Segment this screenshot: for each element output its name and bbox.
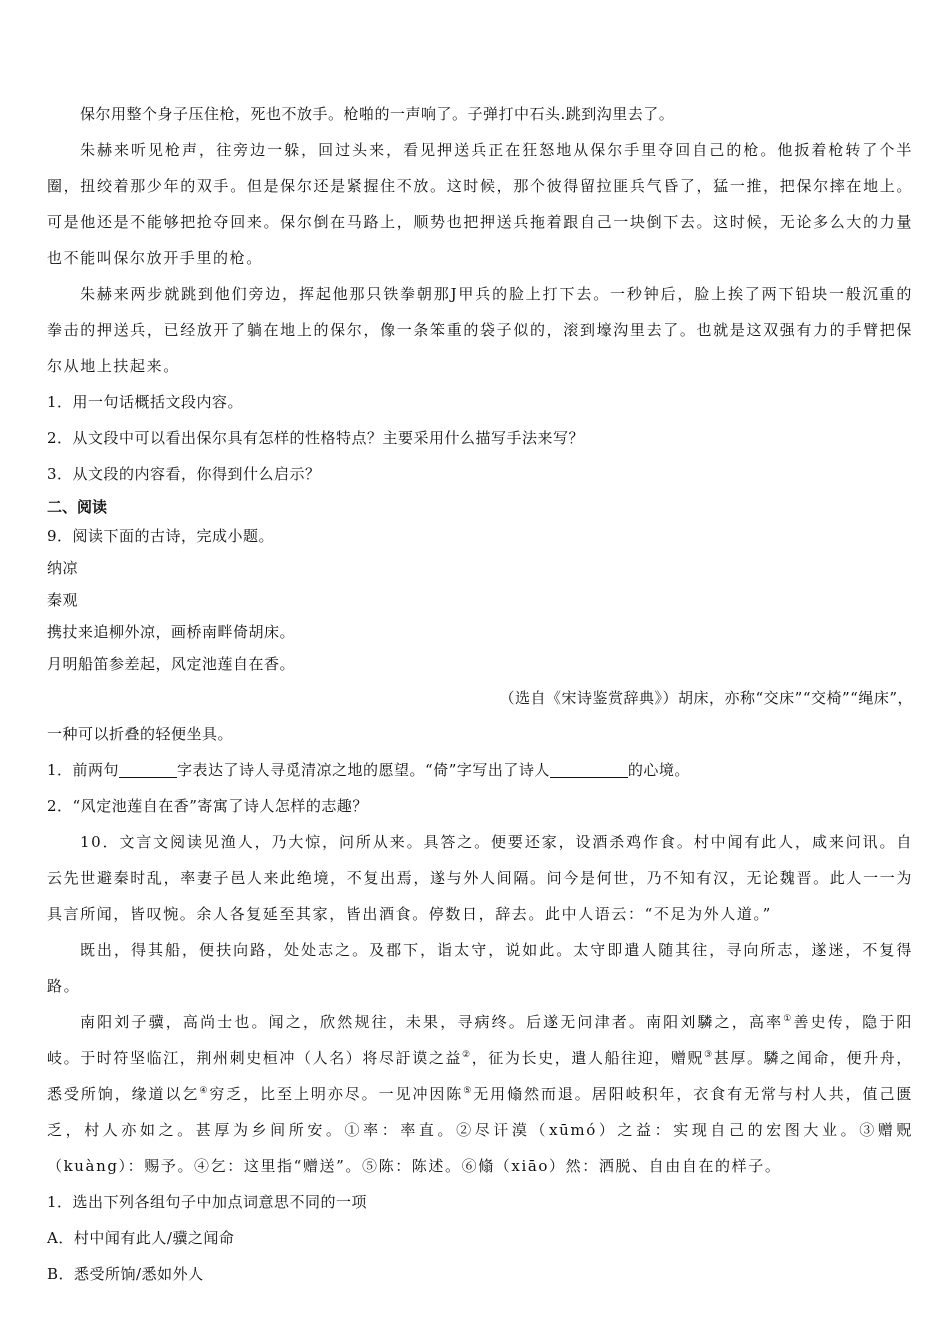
passage-paragraph-2: 朱赫来听见枪声，往旁边一躲，回过头来，看见押送兵正在狂怒地从保尔手里夺回自己的枪。他扳着枪转了个半圈，扭绞着那少年的双手。但是保尔还是紧握住不放。这时候，那个彼得留拉匪兵气昏了，猛一推，把保尔摔在地上。可是他还是不能够把抢夺回来。保尔倒在马路上，顺势也把押送兵拖着跟自己一块倒下去。这时候，无论多么大的力量也不能叫保尔放开手里的枪。 bbox=[47, 141, 913, 267]
q10-p3-part-c: ，征为长史，遣人船往迎，赠贶 bbox=[471, 1049, 705, 1067]
poem-line-2: 月明船笛参差起，风定池莲自在香。 bbox=[47, 655, 296, 673]
question-1-1: 1．用一句话概括文段内容。 bbox=[47, 393, 244, 411]
q10-p3-part-a: 南阳刘子骥，高尚士也。闻之，欣然规往，未果，寻病终。后遂无问津者。南阳刘驎之，高率 bbox=[80, 1013, 784, 1031]
poem-source-note-cont: 一种可以折叠的轻便坐具。 bbox=[47, 725, 234, 743]
option-a: A．村中闻有此人/骥之闻命 bbox=[47, 1229, 235, 1247]
footnote-marker-5: ⑤ bbox=[463, 1086, 474, 1096]
q10-p3-part-b: 善史传，隐于阳岐。于时符坚临江，荆州刺史桓冲（人名）将尽訏谟之益 bbox=[47, 1013, 914, 1067]
poem-source-note: （选自《宋诗鉴赏辞典》）胡床，亦称“交床”“交椅”“绳床”， bbox=[499, 689, 913, 707]
question-9-sub-1 bbox=[47, 752, 913, 788]
poem-author: 秦观 bbox=[47, 591, 79, 609]
passage-paragraph-1: 保尔用整个身子压住枪，死也不放手。枪啪的一声响了。子弹打中石头.跳到沟里去了。 bbox=[80, 105, 675, 123]
poem-line-1: 携扙来追柳外凉，画桥南畔倚胡床。 bbox=[47, 623, 296, 641]
document-page bbox=[47, 96, 913, 1292]
section-heading: 二、阅读 bbox=[47, 498, 108, 516]
question-10-paragraph-2: 既出，得其船，便扶向路，处处志之。及郡下，诣太守，说如此。太守即遣人随其往，寻向所志，遂迷，不复得路。 bbox=[47, 941, 913, 995]
question-9-sub-1-part-a: 1．前两句 bbox=[47, 761, 120, 779]
footnote-marker-3: ③ bbox=[704, 1050, 714, 1060]
option-b: B．悉受所饷/悉如外人 bbox=[47, 1265, 204, 1283]
passage-paragraph-3: 朱赫来两步就跳到他们旁边，挥起他那只铁拳朝那J甲兵的脸上打下去。一秒钟后，脸上挨了两下铅块一般沉重的拳击的押送兵，已经放开了躺在地上的保尔，像一条笨重的袋子似的，滚到壕沟里去了。也就是这双强有力的手臂把保尔从地上扶起来。 bbox=[47, 285, 913, 375]
footnote-marker-2: ② bbox=[462, 1050, 472, 1060]
answer-blank-1[interactable] bbox=[119, 761, 177, 778]
question-1-3: 3．从文段的内容看，你得到什么启示？ bbox=[47, 465, 321, 483]
footnote-marker-4: ④ bbox=[199, 1086, 210, 1096]
answer-blank-2[interactable] bbox=[550, 761, 628, 778]
q10-p3-part-e: 穷乏，比至上明亦尽。一见冲因陈 bbox=[209, 1085, 464, 1103]
question-1-2: 2．从文段中可以看出保尔具有怎样的性格特点？主要采用什么描写手法来写？ bbox=[47, 429, 585, 447]
question-9-sub-2: 2．“风定池莲自在香”寄寓了诗人怎样的志趣？ bbox=[47, 797, 368, 815]
question-9-sub-1-part-b: 字表达了诗人寻觅清凉之地的愿望。“倚”字写出了诗人 bbox=[177, 761, 550, 779]
question-10-paragraph-1: 10．文言文阅读见渔人，乃大惊，问所从来。具答之。便要还家，设酒杀鸡作食。村中闻有此人，咸来问讯。自云先世避秦时乱，率妻子邑人来此绝境，不复出焉，遂与外人间隔。问今是何世，乃不知有汉，无论魏晋。此人一一为具言所闻，皆叹惋。余人各复延至其家，皆出酒食。停数日，辞去。此中人语云：“不足为外人道。” bbox=[47, 833, 913, 923]
footnote-marker-1: ① bbox=[783, 1014, 794, 1024]
question-10-sub-1: 1．选出下列各组句子中加点词意思不同的一项 bbox=[47, 1193, 368, 1211]
question-9-sub-1-part-c: 的心境。 bbox=[627, 761, 690, 779]
question-10-paragraph-3 bbox=[47, 1004, 913, 1184]
q10-p3-part-f: 无用翛然而退。居阳岐积年，衣食有无常与村人共，值己匮乏，村人亦如之。甚厚为乡间所安。①率：率直。②尽讦漠（xūmó）之益：实现自己的宏图大业。③赠贶（kuàng）：赐予。④乞：这里指“赠送”。⑤陈：陈述。⑥翛（xiāo）然：洒脱、自由自在的样子。 bbox=[47, 1085, 914, 1175]
question-9-stem: 9．阅读下面的古诗，完成小题。 bbox=[47, 527, 275, 545]
poem-title: 纳凉 bbox=[47, 559, 79, 577]
q10-p3-part-d: 甚厚。驎之闻命，便升舟，悉受所饷，缘道以乞 bbox=[47, 1049, 914, 1103]
